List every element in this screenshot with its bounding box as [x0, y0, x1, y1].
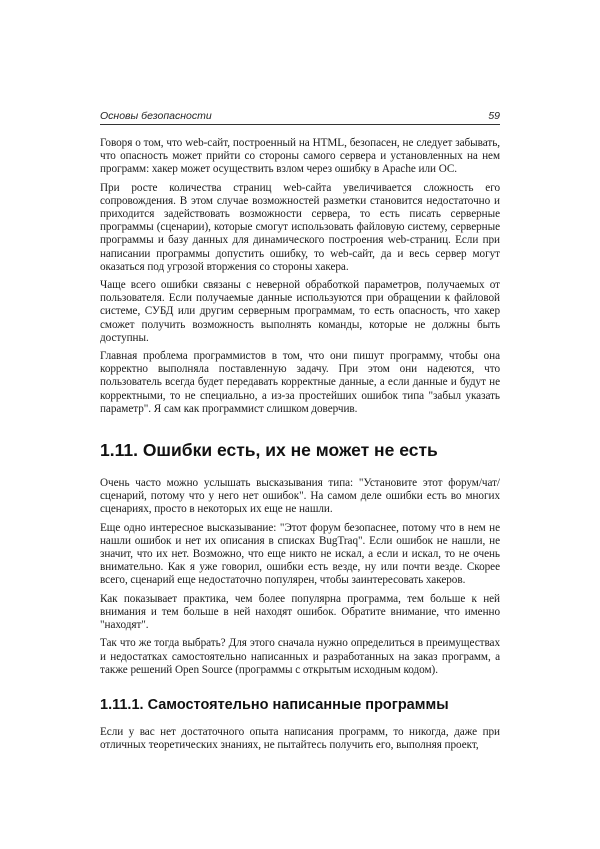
section-heading: 1.11. Ошибки есть, их не может не есть [100, 440, 438, 461]
paragraph: Еще одно интересное высказывание: "Этот форум безопаснее, потому что в нем не нашли ошибок и нет их описания в списках BugTraq". Если ошибок не нашли, не значит, что их нет. Возможно, что еще никто не искал, а если и искал, то не очень внимательно. Как я уже говорил, ошибки есть везде, ну или почти везде. Скорее всего, сценарий еще недостаточно популярен, чтобы заинтересовать хакеров. [100, 521, 500, 587]
running-header [100, 110, 500, 125]
paragraph: Если у вас нет достаточного опыта написания программ, то никогда, даже при отличных теоретических знаниях, не пытайтесь получить его, выполняя проект, [100, 725, 500, 752]
page-number: 59 [488, 110, 500, 122]
paragraph: Как показывает практика, чем более популярна программа, тем больше к ней внимания и тем больше в ней находят ошибок. Обратите внимание, что именно "находят". [100, 592, 500, 632]
paragraph: Главная проблема программистов в том, что они пишут программу, чтобы она корректно выполняла поставленную задачу. При этом они надеются, что пользователь всегда будет передавать корректные данные, а если данные и будут не корректными, то не специально, а из-за простейших ошибок типа "забыл указать параметр". Я сам как программист слишком доверчив. [100, 350, 500, 415]
paragraph: Говоря о том, что web-сайт, построенный на HTML, безопасен, не следует забывать, что опасность может прийти со стороны самого сервера и установленных на нем программ: хакер может осуществить взлом через ошибку в Apache или ОС. [100, 137, 500, 176]
paragraph: Чаще всего ошибки связаны с неверной обработкой параметров, получаемых от пользователя. Если получаемые данные используются при обращении к файловой системе, СУБД или другим серверным программам, то есть опасность, что хакер сможет получить возможность выполнять команды, которые не должны быть доступны. [100, 279, 500, 344]
paragraph: Очень часто можно услышать высказывания типа: "Установите этот форум/чат/сценарий, потому что у него нет ошибок". На самом деле ошибки есть во многих сценариях, просто в некоторых их еще не нашли. [100, 477, 500, 516]
running-header-title: Основы безопасности [100, 110, 212, 122]
paragraph: При росте количества страниц web-сайта увеличивается сложность его сопровождения. В этом случае возможностей разметки становится недостаточно и приходится задействовать возможности сервера, то есть писать серверные программы (сценарии), которые смогут использовать файловую систему, серверные программы и базу данных для динамического построения web-страниц. Если при написании программы допустить ошибку, то web-сайт, да и весь сервер могут оказаться под угрозой вторжения со стороны хакера. [100, 181, 500, 273]
subsection-heading: 1.11.1. Самостоятельно написанные программы [100, 696, 449, 713]
paragraph: Так что же тогда выбрать? Для этого сначала нужно определиться в преимуществах и недостатках самостоятельно написанных и разработанных на заказ программ, а также решений Open Source (программы с открытым исходным кодом). [100, 637, 500, 676]
page-body [100, 137, 500, 757]
